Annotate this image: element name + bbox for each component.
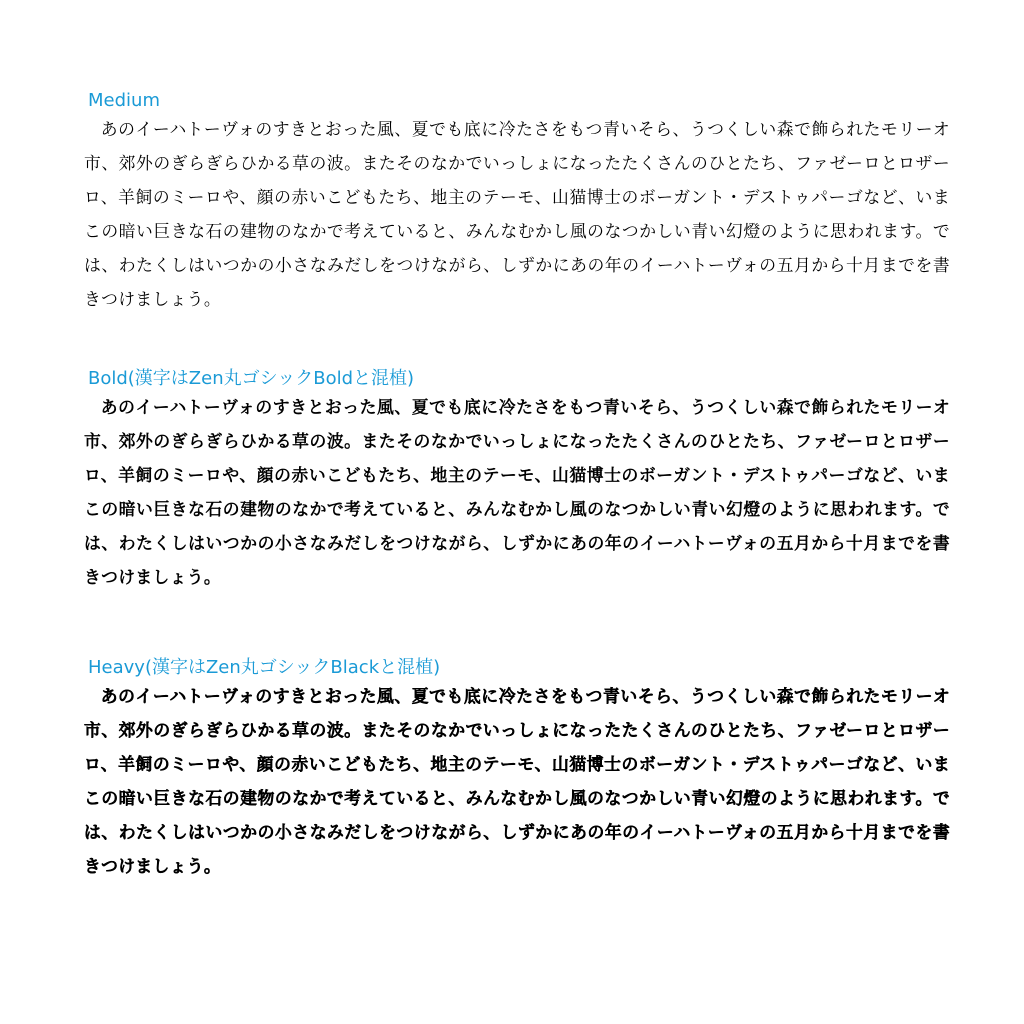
specimen-text-medium: あのイーハトーヴォのすきとおった風、夏でも底に冷たさをもつ青いそら、うつくしい森で飾られたモリーオ市、郊外のぎらぎらひかる草の波。またそのなかでいっしょになったたくさんのひとたち、ファゼーロとロザーロ、羊飼のミーロや、顔の赤いこどもたち、地主のテーモ、山猫博士のボーガント・デストゥパーゴなど、いまこの暗い巨きな石の建物のなかで考えていると、みんなむかし風のなつかしい青い幻燈のように思われます。では、わたくしはいつかの小さなみだしをつけながら、しずかにあの年のイーハトーヴォの五月から十月までを書きつけましょう。 [84, 119, 950, 309]
specimen-heavy [84, 657, 950, 883]
specimen-medium [84, 90, 950, 316]
specimen-text-heavy: あのイーハトーヴォのすきとおった風、夏でも底に冷たさをもつ青いそら、うつくしい森で飾られたモリーオ市、郊外のぎらぎらひかる草の波。またそのなかでいっしょになったたくさんのひとたち、ファゼーロとロザーロ、羊飼のミーロや、顔の赤いこどもたち、地主のテーモ、山猫博士のボーガント・デストゥパーゴなど、いまこの暗い巨きな石の建物のなかで考えていると、みんなむかし風のなつかしい青い幻燈のように思われます。では、わたくしはいつかの小さなみだしをつけながら、しずかにあの年のイーハトーヴォの五月から十月までを書きつけましょう。 [84, 686, 950, 876]
specimen-label-medium: Medium [88, 90, 160, 111]
specimen-label-bold: Bold(漢字はZen丸ゴシックBoldと混植) [88, 368, 415, 389]
specimen-text-bold: あのイーハトーヴォのすきとおった風、夏でも底に冷たさをもつ青いそら、うつくしい森で飾られたモリーオ市、郊外のぎらぎらひかる草の波。またそのなかでいっしょになったたくさんのひとたち、ファゼーロとロザーロ、羊飼のミーロや、顔の赤いこどもたち、地主のテーモ、山猫博士のボーガント・デストゥパーゴなど、いまこの暗い巨きな石の建物のなかで考えていると、みんなむかし風のなつかしい青い幻燈のように思われます。では、わたくしはいつかの小さなみだしをつけながら、しずかにあの年のイーハトーヴォの五月から十月までを書きつけましょう。 [84, 397, 950, 587]
specimen-bold [84, 368, 950, 594]
specimen-label-heavy: Heavy(漢字はZen丸ゴシックBlackと混植) [88, 657, 441, 678]
